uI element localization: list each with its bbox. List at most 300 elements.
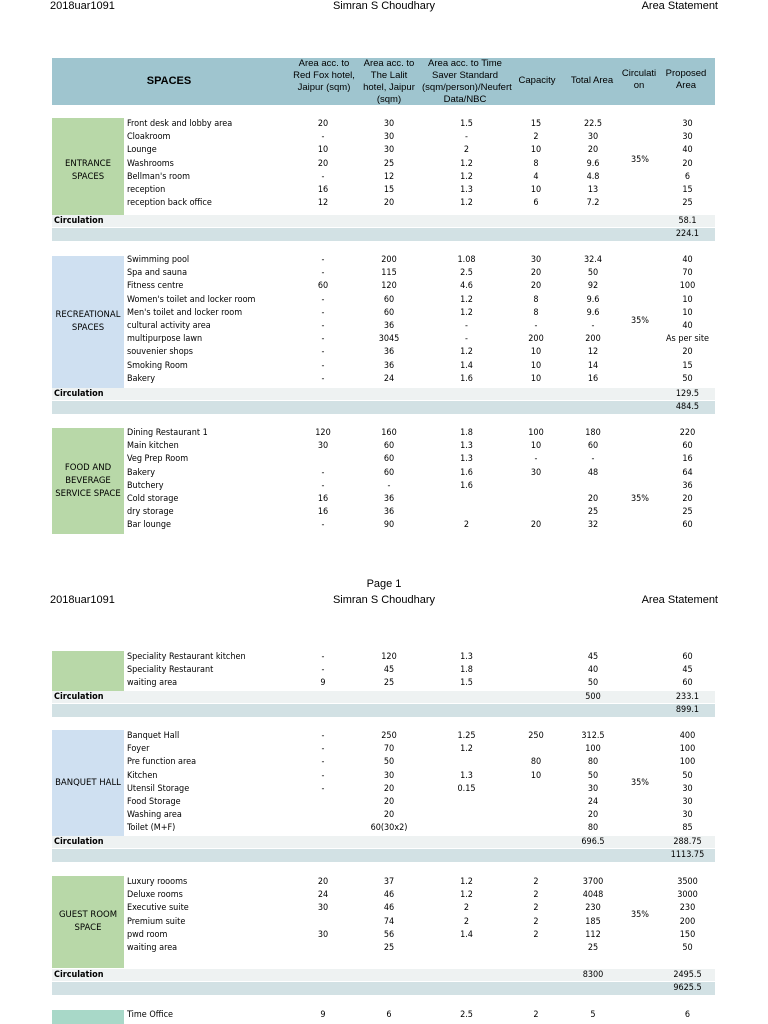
proposed-area: 40 <box>682 145 693 156</box>
red-fox-area: 20 <box>317 877 329 887</box>
circulation-row: Circulation 58.1 <box>52 215 715 227</box>
table-row <box>0 467 768 480</box>
total-area: 80 <box>587 757 599 768</box>
capacity: - <box>534 321 538 331</box>
lalit-area: 60 <box>383 454 395 465</box>
red-fox-area: - <box>321 480 325 491</box>
proposed-area: 10 <box>682 307 693 318</box>
table-row <box>0 131 768 144</box>
standard-area: 1.5 <box>460 119 473 129</box>
lalit-area: 25 <box>383 158 395 169</box>
proposed-area: 64 <box>682 467 693 478</box>
red-fox-area: - <box>321 132 325 143</box>
proposed-area: As per site <box>666 334 709 345</box>
capacity: 30 <box>530 255 542 265</box>
standard-area: 1.2 <box>460 347 473 358</box>
red-fox-area: - <box>321 268 325 279</box>
table-row <box>0 664 768 677</box>
lalit-area: 30 <box>383 132 395 143</box>
red-fox-area: - <box>321 334 325 345</box>
standard-area: 1.3 <box>460 454 473 465</box>
lalit-area: 20 <box>383 810 395 821</box>
proposed-area: 6 <box>684 1010 691 1020</box>
total-area: 48 <box>587 467 599 478</box>
circulation-percent: 35% <box>631 494 649 504</box>
proposed-area: 50 <box>682 770 693 781</box>
total-area: 20 <box>587 145 599 156</box>
red-fox-area: 12 <box>317 198 329 209</box>
space-name: Main kitchen <box>127 441 179 452</box>
section-total-row: 224.1 <box>52 228 715 241</box>
section-label-banquet: BANQUET HALL <box>52 730 124 836</box>
table-row <box>0 373 768 386</box>
space-name: multipurpose lawn <box>127 334 203 345</box>
space-name: Cloakroom <box>127 132 171 143</box>
section-label-food-beverage: FOOD AND BEVERAGE SERVICE SPACE <box>52 428 124 534</box>
lalit-area: 15 <box>383 185 395 195</box>
proposed-area: 400 <box>679 731 696 741</box>
standard-area: 1.25 <box>457 731 476 741</box>
capacity: 10 <box>530 185 542 195</box>
proposed-area: 50 <box>682 373 693 384</box>
table-row <box>0 876 768 889</box>
header-author: Simran S Choudhary <box>332 0 436 12</box>
capacity: 8 <box>533 294 539 305</box>
lalit-area: 74 <box>383 916 395 927</box>
total-area: 13 <box>587 185 599 195</box>
circulation-percent: 35% <box>631 778 649 788</box>
lalit-area: 60 <box>383 294 395 305</box>
standard-area: 1.2 <box>460 890 473 901</box>
standard-area: 1.2 <box>460 877 473 887</box>
capacity: 2 <box>533 890 539 901</box>
space-name: Bar lounge <box>127 520 172 531</box>
space-name: Veg Prep Room <box>127 454 189 465</box>
table-row <box>0 440 768 453</box>
total-area: - <box>591 454 595 465</box>
space-name: cultural activity area <box>127 321 211 331</box>
total-area: 60 <box>587 441 599 452</box>
total-area: 40 <box>587 665 599 676</box>
circulation-row: Circulation 500 233.1 <box>52 691 715 703</box>
proposed-area: 150 <box>679 929 696 940</box>
total-area: 45 <box>587 652 599 662</box>
proposed-area: 15 <box>682 360 693 371</box>
section-label-recreational: RECREATIONAL SPACES <box>52 256 124 388</box>
total-area: 32 <box>587 520 599 531</box>
table-row <box>0 519 768 532</box>
total-area: 24 <box>587 797 599 807</box>
space-name: Fitness centre <box>127 281 184 292</box>
total-area: 50 <box>587 770 599 781</box>
section-total-row: 484.5 <box>52 401 715 414</box>
table-row <box>0 1009 768 1022</box>
capacity: 8 <box>533 307 539 318</box>
space-name: Pre function area <box>127 757 197 768</box>
capacity: 2 <box>533 132 539 143</box>
lalit-area: 46 <box>383 903 395 914</box>
lalit-area: 24 <box>383 373 395 384</box>
space-name: Smoking Room <box>127 360 188 371</box>
proposed-area: 100 <box>679 757 696 768</box>
red-fox-area: - <box>321 665 325 676</box>
total-area: 3700 <box>582 877 604 887</box>
table-row <box>0 427 768 440</box>
space-name: Premium suite <box>127 916 186 927</box>
red-fox-area: 20 <box>317 119 329 129</box>
proposed-area: 6 <box>684 171 691 182</box>
lalit-area: 30 <box>383 119 395 129</box>
proposed-area: 15 <box>682 185 693 195</box>
proposed-area: 10 <box>682 294 693 305</box>
red-fox-area: 16 <box>317 185 329 195</box>
standard-area: 1.2 <box>460 294 473 305</box>
capacity: - <box>534 454 538 465</box>
standard-area: - <box>465 334 468 345</box>
space-name: Luxury roooms <box>127 877 188 887</box>
total-area: 185 <box>585 916 601 927</box>
lalit-area: 50 <box>383 757 395 768</box>
space-name: Bellman's room <box>127 171 190 182</box>
header-id: 2018uar1091 <box>50 594 115 606</box>
capacity: 20 <box>530 268 542 279</box>
capacity: 80 <box>530 757 542 768</box>
page-header <box>0 0 768 16</box>
standard-area: 1.6 <box>460 373 473 384</box>
standard-area: 1.2 <box>460 307 473 318</box>
lalit-area: 36 <box>383 360 395 371</box>
proposed-area: 45 <box>682 665 693 676</box>
capacity: 15 <box>530 119 542 129</box>
space-name: Bakery <box>127 373 155 384</box>
table-row <box>0 756 768 769</box>
proposed-area: 30 <box>682 119 693 129</box>
standard-area: 1.3 <box>460 185 473 195</box>
lalit-area: 25 <box>383 943 395 953</box>
lalit-area: 60 <box>383 307 395 318</box>
proposed-area: 40 <box>682 255 693 265</box>
space-name: Lounge <box>127 145 157 156</box>
section-total-row: 899.1 <box>52 704 715 717</box>
total-area: - <box>591 321 595 331</box>
capacity: 10 <box>530 373 542 384</box>
red-fox-area: 9 <box>320 678 326 689</box>
table-row <box>0 280 768 293</box>
red-fox-area: 30 <box>317 903 329 914</box>
capacity: 30 <box>530 467 542 478</box>
proposed-area: 20 <box>682 158 693 169</box>
total-area: 32.4 <box>583 255 603 265</box>
lalit-area: 46 <box>383 890 395 901</box>
red-fox-area: 24 <box>317 890 329 901</box>
standard-area: - <box>465 321 468 331</box>
circulation-row: Circulation 8300 2495.5 <box>52 969 715 981</box>
capacity: 200 <box>528 334 544 345</box>
header-title: Area Statement <box>641 0 718 12</box>
standard-area: 2 <box>463 903 470 914</box>
spaces-column-header: SPACES <box>146 75 192 87</box>
table-row <box>0 506 768 519</box>
standard-area: 1.2 <box>460 198 473 209</box>
lalit-area: 20 <box>383 198 395 209</box>
capacity: 2 <box>533 903 539 914</box>
standard-area: 1.8 <box>460 428 473 438</box>
space-name: Bakery <box>127 467 155 478</box>
space-name: Utensil Storage <box>127 783 190 794</box>
space-name: waiting area <box>127 943 178 953</box>
red-fox-area: - <box>321 783 325 794</box>
standard-area: 1.8 <box>460 665 473 676</box>
total-area: 25 <box>587 507 599 518</box>
total-area: 16 <box>587 373 599 384</box>
page-number: Page 1 <box>366 578 402 590</box>
standard-area: 1.4 <box>460 360 473 371</box>
total-area: 9.6 <box>586 294 600 305</box>
space-name: Dining Restaurant 1 <box>127 428 208 438</box>
col-header-proposed-area: Proposed Area <box>665 68 707 91</box>
total-area: 14 <box>587 360 599 371</box>
total-area: 92 <box>587 281 599 292</box>
space-name: Swimming pool <box>127 255 190 265</box>
red-fox-area: - <box>321 652 325 662</box>
capacity: 20 <box>530 520 542 531</box>
table-row <box>0 929 768 942</box>
total-area: 50 <box>587 268 599 279</box>
total-area: 112 <box>585 929 601 940</box>
total-area: 312.5 <box>581 731 605 741</box>
standard-area: 1.4 <box>460 929 473 940</box>
standard-area: 1.3 <box>460 770 473 781</box>
total-area: 30 <box>587 783 599 794</box>
col-header-circulation: Circulation <box>621 68 657 91</box>
standard-area: 1.2 <box>460 744 473 755</box>
space-name: Front desk and lobby area <box>127 119 233 129</box>
total-area: 5 <box>590 1010 596 1020</box>
space-name: Toilet (M+F) <box>127 823 176 834</box>
total-area: 22.5 <box>583 119 603 129</box>
standard-area: 1.5 <box>460 678 473 689</box>
space-name: Executive suite <box>127 903 189 914</box>
red-fox-area: - <box>321 321 325 331</box>
lalit-area: 90 <box>383 520 395 531</box>
total-area: 200 <box>585 334 601 345</box>
red-fox-area: - <box>321 294 325 305</box>
capacity: 4 <box>533 171 539 182</box>
table-row <box>0 346 768 359</box>
table-row <box>0 184 768 197</box>
red-fox-area: - <box>321 770 325 781</box>
capacity: 10 <box>530 770 542 781</box>
total-area: 80 <box>587 823 599 834</box>
table-row <box>0 822 768 835</box>
space-name: dry storage <box>127 507 174 518</box>
lalit-area: 6 <box>386 1010 392 1020</box>
capacity: 2 <box>533 929 539 940</box>
space-name: reception <box>127 185 166 195</box>
table-row <box>0 677 768 690</box>
space-name: Washing area <box>127 810 182 821</box>
table-row <box>0 118 768 131</box>
lalit-area: 115 <box>381 268 397 279</box>
total-area: 25 <box>587 943 599 953</box>
space-name: Butchery <box>127 480 164 491</box>
total-area: 9.6 <box>586 158 600 169</box>
total-area: 30 <box>587 132 599 143</box>
total-area: 7.2 <box>586 198 600 209</box>
red-fox-area: - <box>321 373 325 384</box>
red-fox-area: 30 <box>317 441 329 452</box>
lalit-area: 56 <box>383 929 395 940</box>
capacity: 6 <box>533 198 539 209</box>
section-total-row: 1113.75 <box>52 849 715 862</box>
table-row <box>0 360 768 373</box>
proposed-area: 60 <box>682 652 693 662</box>
space-name: Cold storage <box>127 494 179 504</box>
table-row <box>0 730 768 743</box>
proposed-area: 40 <box>682 321 693 331</box>
proposed-area: 60 <box>682 520 693 531</box>
proposed-area: 220 <box>679 428 696 438</box>
lalit-area: 36 <box>383 321 395 331</box>
table-row <box>0 651 768 664</box>
circulation-row: Circulation 696.5 288.75 <box>52 836 715 848</box>
table-row <box>0 171 768 184</box>
lalit-area: 200 <box>381 255 397 265</box>
proposed-area: 20 <box>682 494 693 504</box>
standard-area: 1.08 <box>457 255 476 265</box>
space-name: pwd room <box>127 929 168 940</box>
standard-area: 0.15 <box>457 783 476 794</box>
proposed-area: 30 <box>682 810 693 821</box>
lalit-area: 20 <box>383 783 395 794</box>
proposed-area: 60 <box>682 441 693 452</box>
proposed-area: 30 <box>682 132 693 143</box>
standard-area: 2.5 <box>460 268 473 279</box>
total-area: 20 <box>587 810 599 821</box>
total-area: 12 <box>587 347 599 358</box>
total-area: 180 <box>585 428 601 438</box>
circulation-percent: 35% <box>631 910 649 920</box>
table-row <box>0 294 768 307</box>
table-row <box>0 267 768 280</box>
space-name: Washrooms <box>127 158 174 169</box>
capacity: 8 <box>533 158 539 169</box>
red-fox-area: - <box>321 757 325 768</box>
section-label-guest-room: GUEST ROOM SPACE <box>52 876 124 968</box>
capacity: 10 <box>530 145 542 156</box>
lalit-area: 70 <box>383 744 395 755</box>
lalit-area: - <box>387 480 391 491</box>
table-row <box>0 480 768 493</box>
red-fox-area: - <box>321 731 325 741</box>
proposed-area: 3000 <box>677 890 698 901</box>
capacity: 20 <box>530 281 542 292</box>
proposed-area: 60 <box>682 678 693 689</box>
space-name: reception back office <box>127 198 212 209</box>
standard-area: 2 <box>463 520 470 531</box>
lalit-area: 36 <box>383 494 395 504</box>
standard-area: 2.5 <box>460 1010 473 1020</box>
total-area: 9.6 <box>586 307 600 318</box>
space-name: Food Storage <box>127 797 181 807</box>
table-row <box>0 889 768 902</box>
proposed-area: 30 <box>682 797 693 807</box>
standard-area: 1.2 <box>460 171 473 182</box>
total-area: 100 <box>585 744 601 755</box>
space-name: Spa and sauna <box>127 268 188 279</box>
lalit-area: 25 <box>383 678 395 689</box>
red-fox-area: - <box>321 171 325 182</box>
space-name: Deluxe rooms <box>127 890 183 901</box>
proposed-area: 20 <box>682 347 693 358</box>
total-area: 4048 <box>582 890 604 901</box>
circulation-percent: 35% <box>631 155 649 165</box>
proposed-area: 25 <box>682 507 693 518</box>
proposed-area: 70 <box>682 268 693 279</box>
table-row <box>0 796 768 809</box>
capacity: 2 <box>533 877 539 887</box>
space-name: Time Office <box>127 1010 173 1020</box>
proposed-area: 50 <box>682 943 693 953</box>
total-area: 230 <box>585 903 601 914</box>
red-fox-area: 120 <box>315 428 331 438</box>
table-row <box>0 809 768 822</box>
capacity: 10 <box>530 441 542 452</box>
space-name: waiting area <box>127 678 178 689</box>
table-row <box>0 942 768 955</box>
space-name: Speciality Restaurant <box>127 665 214 676</box>
red-fox-area: - <box>321 360 325 371</box>
space-name: Kitchen <box>127 770 158 781</box>
red-fox-area: 9 <box>320 1010 326 1020</box>
section-total-row: 9625.5 <box>52 982 715 995</box>
table-header <box>52 58 715 105</box>
lalit-area: 120 <box>381 652 397 662</box>
col-header-lalit: Area acc. to The Lalit hotel, Jaipur (sqm) <box>363 58 415 105</box>
lalit-area: 3045 <box>378 334 400 345</box>
red-fox-area: - <box>321 520 325 531</box>
proposed-area: 16 <box>682 454 693 465</box>
capacity: 250 <box>528 731 544 741</box>
space-name: Men's toilet and locker room <box>127 307 243 318</box>
space-name: Women's toilet and locker room <box>127 294 256 305</box>
red-fox-area: 10 <box>317 145 329 156</box>
table-row <box>0 453 768 466</box>
header-title: Area Statement <box>641 594 718 606</box>
space-name: Speciality Restaurant kitchen <box>127 652 246 662</box>
standard-area: 4.6 <box>460 281 473 292</box>
space-name: Foyer <box>127 744 150 755</box>
capacity: 2 <box>533 916 539 927</box>
proposed-area: 100 <box>679 281 696 292</box>
standard-area: 1.3 <box>460 441 473 452</box>
red-fox-area: - <box>321 307 325 318</box>
col-header-total-area: Total Area <box>570 75 614 86</box>
proposed-area: 230 <box>679 903 696 914</box>
capacity: 2 <box>533 1010 539 1020</box>
red-fox-area: - <box>321 347 325 358</box>
page-header <box>0 594 768 610</box>
lalit-area: 12 <box>383 171 395 182</box>
col-header-time-saver: Area acc. to Time Saver Standard (sqm/person)/Neufert Data/NBC <box>422 58 512 105</box>
header-author: Simran S Choudhary <box>332 594 436 606</box>
standard-area: 1.6 <box>460 467 473 478</box>
red-fox-area: 30 <box>317 929 329 940</box>
red-fox-area: 16 <box>317 494 329 504</box>
proposed-area: 30 <box>682 783 693 794</box>
circulation-percent: 35% <box>631 316 649 326</box>
standard-area: 1.6 <box>460 480 473 491</box>
